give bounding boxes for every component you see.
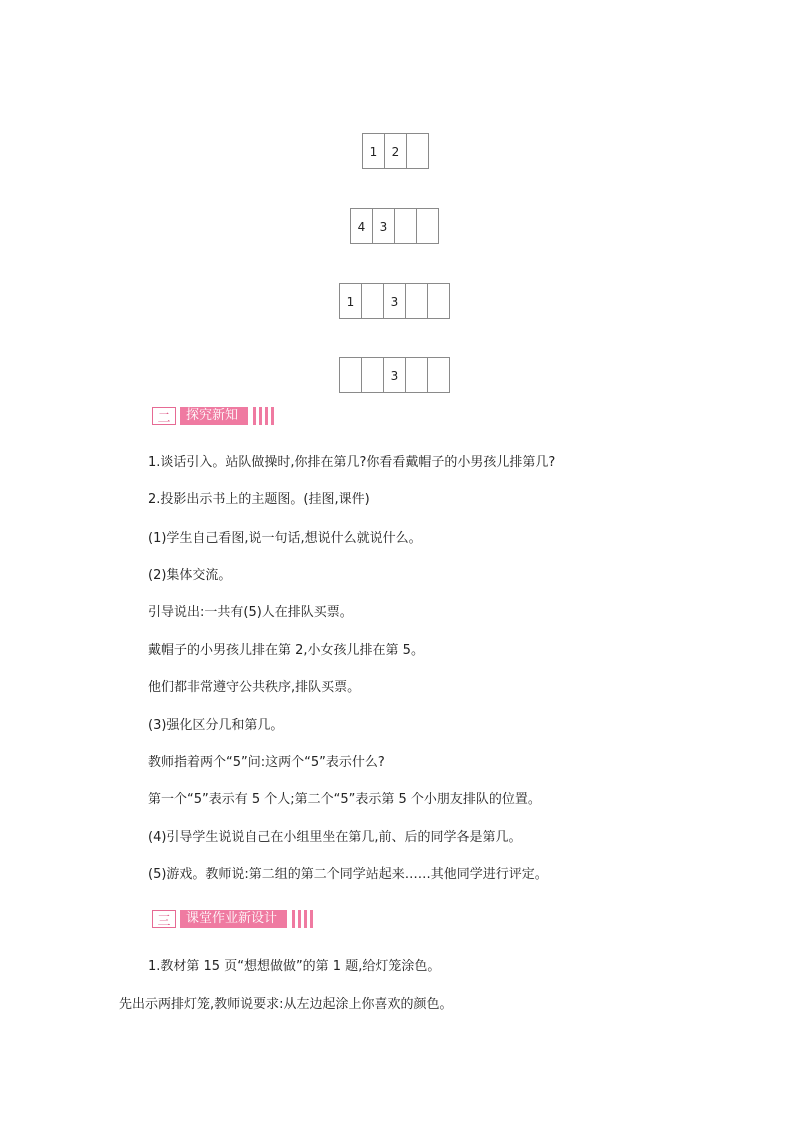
- section-title: 课堂作业新设计: [180, 910, 287, 928]
- grid-cell: [428, 357, 450, 393]
- paragraph: 教师指着两个“5”问:这两个“5”表示什么?: [148, 755, 385, 770]
- position-grid-4: [339, 357, 450, 393]
- paragraph: (5)游戏。教师说:第二组的第二个同学站起来……其他同学进行评定。: [148, 867, 548, 882]
- decorative-stripes: [253, 407, 277, 425]
- section-title: 探究新知: [180, 407, 248, 425]
- paragraph: (4)引导学生说说自己在小组里坐在第几,前、后的同学各是第几。: [148, 830, 522, 845]
- grid-cell: 1: [363, 133, 385, 169]
- position-grid-2: [350, 208, 439, 244]
- paragraph: 第一个“5”表示有 5 个人;第二个“5”表示第 5 个小朋友排队的位置。: [148, 792, 541, 807]
- grid-cell: [340, 357, 362, 393]
- grid-cell: [362, 357, 384, 393]
- position-grid-3: [339, 283, 450, 319]
- grid-cell: 3: [384, 283, 406, 319]
- paragraph: 他们都非常遵守公共秩序,排队买票。: [148, 680, 361, 695]
- section-number: 三: [152, 910, 176, 928]
- grid-cell: [395, 208, 417, 244]
- paragraph: (1)学生自己看图,说一句话,想说什么就说什么。: [148, 531, 422, 546]
- grid-cell: [362, 283, 384, 319]
- paragraph: (3)强化区分几和第几。: [148, 718, 284, 733]
- paragraph: 1.教材第 15 页“想想做做”的第 1 题,给灯笼涂色。: [148, 959, 441, 974]
- grid-cell: [406, 357, 428, 393]
- grid-cell: [407, 133, 429, 169]
- grid-cell: 2: [385, 133, 407, 169]
- grid-cell: [428, 283, 450, 319]
- paragraph: 引导说出:一共有(5)人在排队买票。: [148, 605, 353, 620]
- grid-cell: 3: [384, 357, 406, 393]
- decorative-stripes: [292, 910, 316, 928]
- paragraph: 先出示两排灯笼,教师说要求:从左边起涂上你喜欢的颜色。: [119, 997, 453, 1012]
- position-grid-1: [362, 133, 429, 169]
- grid-cell: [406, 283, 428, 319]
- grid-cell: 1: [340, 283, 362, 319]
- grid-cell: 3: [373, 208, 395, 244]
- paragraph: 2.投影出示书上的主题图。(挂图,课件): [148, 492, 370, 507]
- grid-cell: 4: [351, 208, 373, 244]
- paragraph: 1.谈话引入。站队做操时,你排在第几?你看看戴帽子的小男孩儿排第几?: [148, 455, 556, 470]
- grid-cell: [417, 208, 439, 244]
- section-number: 二: [152, 407, 176, 425]
- section-header-homework: [152, 909, 316, 929]
- section-header-explore: [152, 406, 277, 426]
- paragraph: 戴帽子的小男孩儿排在第 2,小女孩儿排在第 5。: [148, 643, 424, 658]
- paragraph: (2)集体交流。: [148, 568, 232, 583]
